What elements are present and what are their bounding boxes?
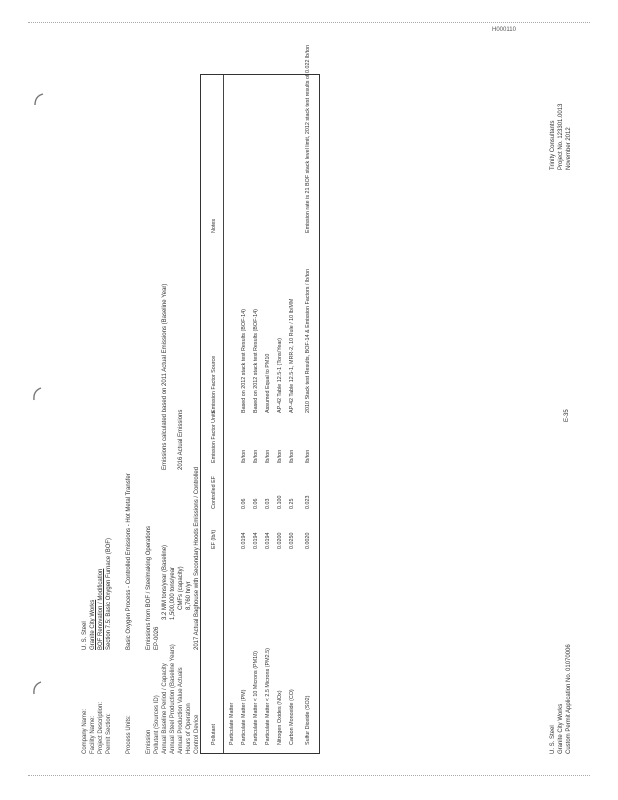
page-number: E-35 — [564, 409, 570, 422]
cell-pollutant: Nitrogen Oxides (NOx) — [277, 690, 283, 745]
param-value: 3.2 MM tons/year (Baseline) — [162, 544, 168, 620]
cell-source: 2010 Stack test Results, BOF-14 & Emission Factors / lb/ton — [305, 268, 311, 413]
facility-name-label: Facility Name: — [90, 715, 96, 754]
cell-units: lb/ton — [265, 449, 271, 463]
permit-section-label: Permit Section: — [106, 713, 112, 754]
cell-pollutant: Particulate Matter — [229, 702, 235, 745]
cell-source: AP-42 Table 12.5-1, MRR-2, 10 Rule / 10 lb/MM — [289, 298, 295, 413]
footer-left-line: U. S. Steel — [550, 725, 556, 754]
project-description-label: Project Description: — [98, 701, 104, 754]
cell-units: lb/ton — [289, 449, 295, 463]
cell-ef: 0.0020 — [305, 532, 311, 549]
cell-ef: 0.0194 — [241, 532, 247, 549]
cell-ef: 0.0200 — [277, 532, 283, 549]
cell-source: Assumed Equal to PM10 — [265, 353, 271, 413]
param-value: EP-0026 — [154, 626, 160, 650]
page-top-edge — [28, 22, 590, 23]
param-label: Emission — [146, 729, 152, 754]
cell-pollutant: Sulfur Dioxide (SO2) — [305, 695, 311, 745]
cell-ef: 0.0250 — [289, 532, 295, 549]
param-label: Annual Production Value Actuals — [178, 667, 184, 754]
param-label: Hours of Operation — [186, 703, 192, 754]
param-label: Control Device — [194, 714, 200, 754]
param-value: 2017 Actual Baghouse with Secondary Hoods Emissions / Controlled — [194, 466, 200, 650]
table-header-divider — [223, 75, 224, 753]
param-value: CMFs (capacity) — [178, 566, 184, 610]
actual-note: 2016 Actual Emissions — [178, 409, 184, 470]
footer-right-line: November 2012 — [566, 127, 572, 170]
param-label: Pollutant (Sources ID) — [154, 695, 160, 754]
table-header-units: Emission Factor Units — [211, 410, 217, 463]
footer-right-line: Trinity Consultants — [550, 120, 556, 170]
table-header-source: Emission Factor Source — [211, 355, 217, 413]
param-value: 8,760 hr/yr — [186, 581, 192, 610]
cell-controlled: 0.03 — [265, 498, 271, 509]
cell-pollutant: Carbon Monoxide (CO) — [289, 689, 295, 745]
cell-source: AP-42 Table 12.5-1 (Tons/Year) — [277, 338, 283, 413]
param-value: 1,500,000 tons/year — [170, 566, 176, 620]
cell-units: lb/ton — [241, 449, 247, 463]
footer-left-line: Custom Permit Application No. 01070006 — [566, 644, 572, 754]
cell-pollutant: Particulate Matter (PM) — [241, 689, 247, 745]
cell-notes: Emission rate is 21 BOF stack level limit, 2012 stack test results of 0.022 lb/ton — [305, 44, 311, 233]
table-header-controlled-ef: Controlled EF — [211, 476, 217, 509]
emissions-table — [200, 44, 320, 754]
cell-units: lb/ton — [305, 449, 311, 463]
cell-controlled: 0.100 — [277, 495, 283, 509]
bates-number: H000110 — [492, 27, 516, 33]
footer-left-line: Granite City Works — [558, 703, 564, 754]
cell-pollutant: Particulate Matter < 10 Microns (PM10) — [253, 651, 259, 745]
project-description-value: BOF Renovation / Modification — [98, 568, 104, 650]
table-header-ef: EF (lb/t) — [211, 529, 217, 549]
cell-units: lb/ton — [253, 449, 259, 463]
permit-section-value: Section 7.5: Basic Oxygen Furnace (BOF) — [106, 537, 112, 650]
rotated-document-body — [30, 44, 590, 770]
company-name-value: U. S. Steel — [82, 621, 88, 650]
cell-units: lb/ton — [277, 449, 283, 463]
cell-ef: 0.0194 — [265, 532, 271, 549]
company-name-label: Company Name: — [82, 708, 88, 754]
process-units-label: Process Units: — [126, 715, 132, 754]
param-value: Emissions from BOF / Steelmaking Operations — [146, 525, 152, 650]
cell-controlled: 0.25 — [289, 498, 295, 509]
cell-controlled: 0.06 — [241, 498, 247, 509]
facility-name-value: Granite City Works — [90, 599, 96, 650]
cell-controlled: 0.06 — [253, 498, 259, 509]
cell-controlled: 0.023 — [305, 495, 311, 509]
process-units-value: Basic Oxygen Process - Controlled Emissions - Hot Metal Transfer — [126, 473, 132, 650]
cell-source: Based on 2012 stack test Results (BOF-14) — [241, 309, 247, 413]
cell-source: Based on 2012 stack test Results (BOF-14) — [253, 309, 259, 413]
param-label: Annual Steel Production (Baseline Years) — [170, 644, 176, 754]
table-header-pollutant: Pollutant — [211, 724, 217, 745]
table-header-notes: Notes — [211, 218, 217, 233]
baseline-note: Emissions calculated based on 2011 Actual Emissions (Baseline Year) — [162, 283, 168, 470]
cell-ef: 0.0194 — [253, 532, 259, 549]
page-bottom-edge — [28, 775, 590, 776]
param-label: Annual Baseline Period / Capacity — [162, 663, 168, 754]
cell-pollutant: Particulate Matter < 2.5 Microns (PM2.5) — [265, 648, 271, 745]
footer-right-line: Project No. 123301.0013 — [558, 103, 564, 170]
